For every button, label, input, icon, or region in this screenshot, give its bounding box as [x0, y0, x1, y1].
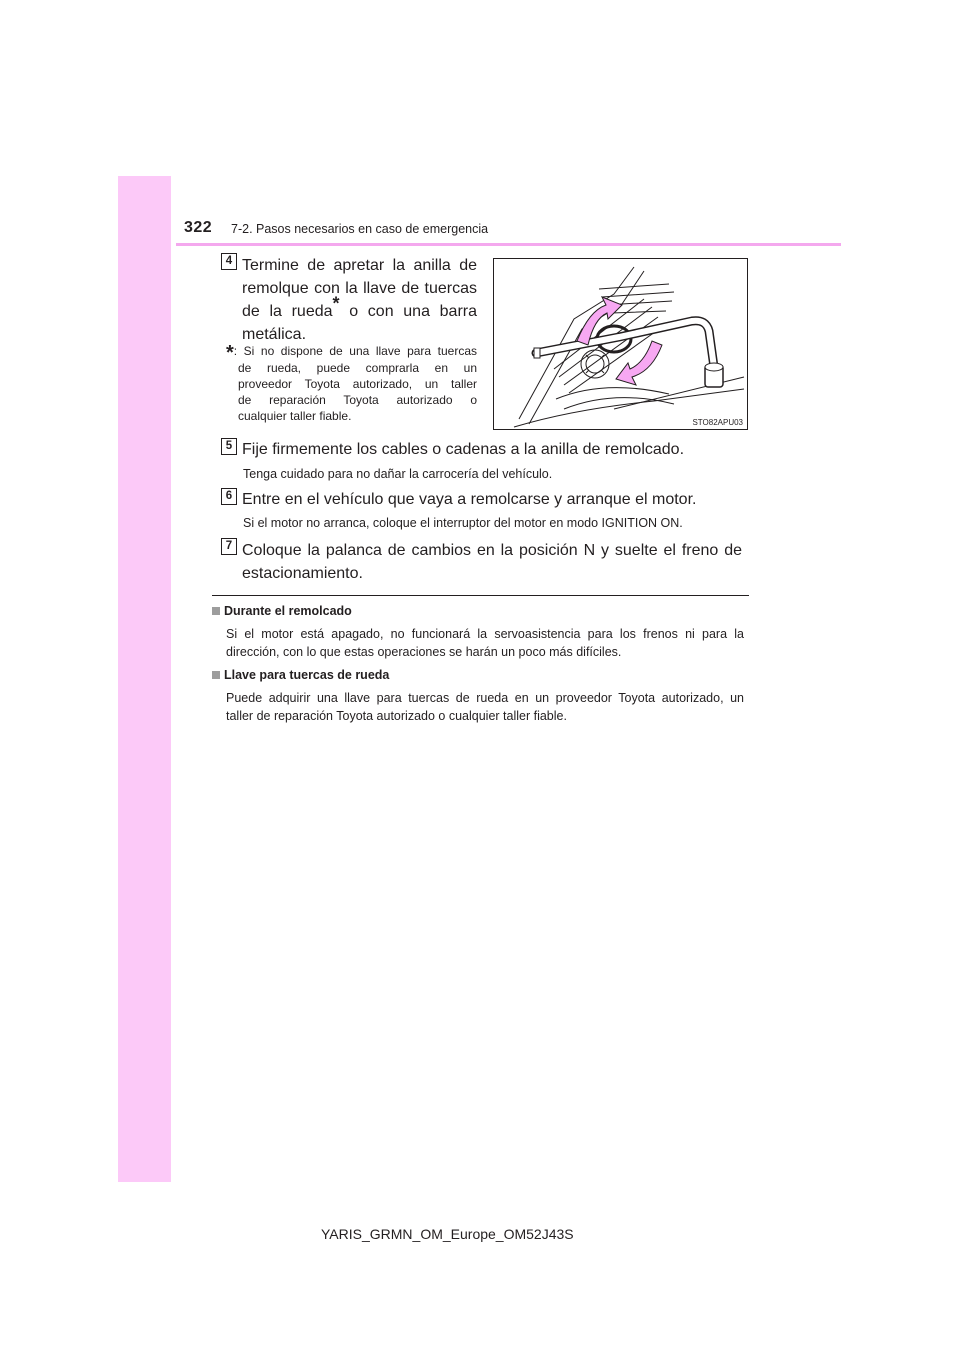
footnote-line-2: de rueda, puede comprarla en un: [238, 361, 477, 375]
note-heading-towing-text: Durante el remolcado: [224, 604, 352, 618]
step-6-note: Si el motor no arranca, coloque el interruptor del motor en modo IGNITION ON.: [243, 516, 683, 530]
footnote-line-5: cualquier taller fiable.: [238, 409, 352, 423]
note-body-wrench: [226, 689, 744, 725]
step-badge-4: 4: [221, 253, 237, 270]
step-badge-7: 7: [221, 538, 237, 555]
square-bullet-icon: [212, 671, 220, 679]
step-6-text: Entre en el vehículo que vaya a remolcarse y arranque el motor.: [242, 491, 697, 508]
note-body-towing-line-1: Si el motor está apagado, no funcionará la servoasistencia para los frenos ni para la: [226, 627, 744, 641]
rotation-arrow-lower: [616, 341, 662, 385]
step-7-line-2: estacionamiento.: [242, 565, 363, 582]
step-4-line-3: [242, 293, 477, 323]
step-badge-6: 6: [221, 488, 237, 505]
header-rule: [176, 243, 841, 246]
footnote-line-1: [226, 342, 477, 364]
note-heading-wrench: [212, 668, 389, 682]
tow-hook-figure: [493, 258, 748, 430]
step-4-line-4: metálica.: [242, 326, 307, 343]
page-number: 322: [184, 219, 213, 236]
document-code: YARIS_GRMN_OM_Europe_OM52J43S: [321, 1226, 574, 1242]
note-body-towing-line-2: dirección, con lo que estas operaciones se harán un poco más difíciles.: [226, 645, 622, 659]
note-heading-towing: [212, 604, 352, 618]
footnote-line-4: de reparación Toyota autorizado o: [238, 393, 477, 407]
step-badge-5: 5: [221, 438, 237, 455]
step-4-line-1: Termine de apretar la anilla de: [242, 257, 477, 274]
note-body-wrench-line-1: Puede adquirir una llave para tuercas de rueda en un proveedor Toyota autorizado, un: [226, 691, 744, 705]
note-heading-wrench-text: Llave para tuercas de rueda: [224, 668, 390, 682]
step-4-text: [242, 254, 477, 346]
footnote-line-1-text: : Si no dispone de una llave para tuercas: [233, 344, 477, 358]
footnote-asterisk: *: [226, 342, 234, 364]
footnote-line-3: proveedor Toyota autorizado, un taller: [238, 377, 477, 391]
step-5-text: Fije firmemente los cables o cadenas a la anilla de remolcado.: [242, 441, 685, 458]
step-4-line-3-start: de la rueda: [242, 303, 333, 320]
note-body-towing: [226, 625, 744, 661]
side-tab-band: [118, 176, 171, 1182]
step-4-asterisk: *: [332, 293, 340, 314]
square-bullet-icon: [212, 607, 220, 615]
step-4-line-2: remolque con la llave de tuercas: [242, 280, 477, 297]
figure-code: STO82APU03: [692, 418, 743, 427]
tow-hook-illustration: [494, 259, 747, 429]
step-4-line-3-end: o con una barra: [339, 303, 477, 320]
footnote: [226, 343, 477, 424]
step-7-line-1: Coloque la palanca de cambios en la posición N y suelte el freno de: [242, 542, 742, 559]
section-title: 7-2. Pasos necesarios en caso de emergencia: [231, 222, 489, 236]
step-7-text: [242, 539, 742, 585]
step-5-note: Tenga cuidado para no dañar la carrocería del vehículo.: [243, 467, 553, 481]
section-divider: [212, 595, 749, 596]
note-body-wrench-line-2: taller de reparación Toyota autorizado o cualquier taller fiable.: [226, 709, 567, 723]
